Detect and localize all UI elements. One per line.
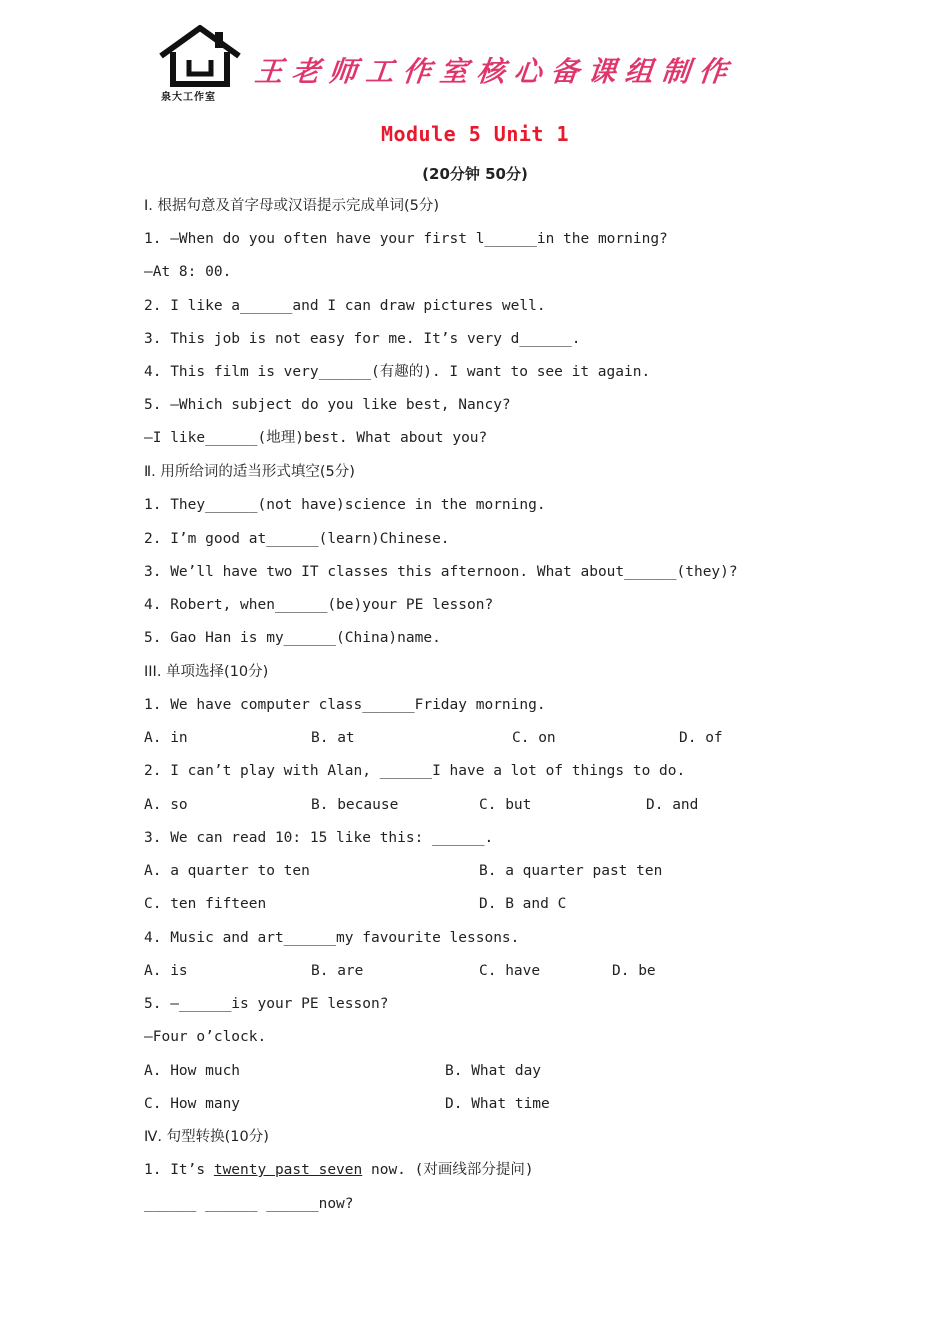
s1-question-3: 3. This job is not easy for me. It’s very d______. bbox=[144, 331, 581, 347]
s3-q3-option-d: D. B and C bbox=[479, 896, 567, 912]
s3-q1-option-a: A. in bbox=[144, 730, 188, 746]
s3-q2-option-c: C. but bbox=[479, 797, 532, 813]
s3-question-5: 5. —______is your PE lesson? bbox=[144, 996, 389, 1012]
s3-q4-option-c: C. have bbox=[479, 963, 541, 979]
s1-question-5-answer: —I like______(地理)best. What about you? bbox=[144, 430, 488, 446]
s3-q2-option-b: B. because bbox=[311, 797, 399, 813]
s3-question-4: 4. Music and art______my favourite lessons. bbox=[144, 930, 520, 946]
s3-q3-option-a: A. a quarter to ten bbox=[144, 863, 310, 879]
s3-q2-option-d: D. and bbox=[646, 797, 699, 813]
s3-q5-option-d: D. What time bbox=[445, 1096, 550, 1112]
section-4-heading: Ⅳ. 句型转换(10分) bbox=[144, 1129, 269, 1145]
s4-q1-underlined: twenty past seven bbox=[213, 1162, 363, 1178]
s3-q4-option-b: B. are bbox=[311, 963, 364, 979]
s3-q1-option-d: D. of bbox=[679, 730, 723, 746]
s3-question-1: 1. We have computer class______Friday morning. bbox=[144, 697, 546, 713]
s1-question-2: 2. I like a______and I can draw pictures well. bbox=[144, 298, 546, 314]
s4-question-1-answer: ______ ______ ______now? bbox=[144, 1196, 354, 1212]
s3-q3-option-c: C. ten fifteen bbox=[144, 896, 267, 912]
page-title: Module 5 Unit 1 bbox=[380, 122, 570, 146]
s3-q2-option-a: A. so bbox=[144, 797, 188, 813]
s1-question-5: 5. —Which subject do you like best, Nancy? bbox=[144, 397, 511, 413]
s1-question-1: 1. —When do you often have your first l______in the morning? bbox=[144, 231, 668, 247]
s3-q1-option-c: C. on bbox=[512, 730, 556, 746]
section-1-heading: Ⅰ. 根据句意及首字母或汉语提示完成单词(5分) bbox=[144, 198, 440, 214]
banner-text: 王老师工作室核心备课组制作 bbox=[253, 55, 738, 88]
s3-question-5-answer: —Four o’clock. bbox=[144, 1029, 267, 1045]
s4-q1-suffix: now. (对画线部分提问) bbox=[362, 1162, 534, 1178]
s2-question-2: 2. I’m good at______(learn)Chinese. bbox=[144, 531, 450, 547]
s3-q5-option-b: B. What day bbox=[445, 1063, 542, 1079]
s3-question-3: 3. We can read 10: 15 like this: ______. bbox=[144, 830, 494, 846]
s3-q5-option-c: C. How many bbox=[144, 1096, 241, 1112]
s3-q4-option-d: D. be bbox=[612, 963, 656, 979]
s4-q1-prefix: 1. It’s bbox=[144, 1162, 214, 1178]
s2-question-5: 5. Gao Han is my______(China)name. bbox=[144, 630, 441, 646]
s2-question-3: 3. We’ll have two IT classes this afternoon. What about______(they)? bbox=[144, 564, 738, 580]
s1-question-4: 4. This film is very______(有趣的). I want to see it again. bbox=[144, 364, 651, 380]
s1-question-1-answer: —At 8: 00. bbox=[144, 264, 232, 280]
s2-question-1: 1. They______(not have)science in the morning. bbox=[144, 497, 546, 513]
s3-q1-option-b: B. at bbox=[311, 730, 355, 746]
page-header bbox=[155, 22, 805, 102]
s3-q5-option-a: A. How much bbox=[144, 1063, 241, 1079]
s3-question-2: 2. I can’t play with Alan, ______I have a lot of things to do. bbox=[144, 763, 686, 779]
section-3-heading: III. 单项选择(10分) bbox=[144, 664, 269, 680]
logo-caption: 泉大工作室 bbox=[161, 92, 216, 103]
section-2-heading: Ⅱ. 用所给词的适当形式填空(5分) bbox=[144, 464, 355, 480]
page-subtitle: (20分钟 50分) bbox=[422, 165, 528, 183]
s3-q3-option-b: B. a quarter past ten bbox=[479, 863, 663, 879]
s4-question-1 bbox=[144, 1160, 534, 1180]
s2-question-4: 4. Robert, when______(be)your PE lesson? bbox=[144, 597, 494, 613]
s3-q4-option-a: A. is bbox=[144, 963, 188, 979]
